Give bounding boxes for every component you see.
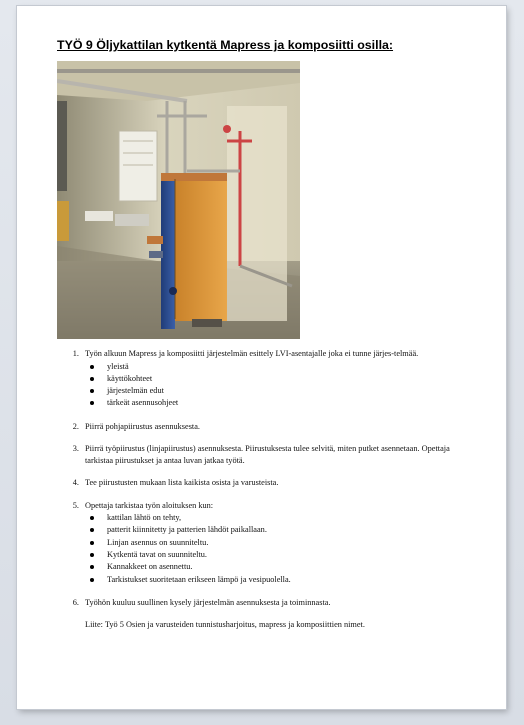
bullet-icon [90, 565, 94, 569]
item-text: Piirrä pohjapiirustus asennuksesta. [85, 421, 200, 431]
item-number: 3. [72, 444, 79, 454]
item-text: Opettaja tarkistaa työn aloituksen kun: [85, 500, 214, 510]
list-item [57, 597, 477, 609]
bullet-icon [90, 401, 94, 405]
sub-list-item: kattilan lähtö on tehty, [85, 512, 477, 524]
sub-list [85, 512, 477, 586]
bullet-icon [90, 553, 94, 557]
bullet-icon [90, 377, 94, 381]
document-page [17, 6, 506, 709]
sub-list-item: patterit kiinnitetty ja patterien lähdöt paikallaan. [85, 524, 477, 536]
sub-list-item: Tarkistukset suoritetaan erikseen lämpö ja vesipuolella. [85, 574, 477, 586]
item-text: Tee piirustusten mukaan lista kaikista osista ja varusteista. [85, 478, 279, 488]
list-item [57, 443, 477, 466]
item-text: Piirrä työpiirustus (linjapiirustus) asennuksesta. Piirustuksesta tulee selvitä, miten putket asennetaan. Opettaja tarkistaa piirustukset ja antaa luvan jatkaa työtä. [85, 444, 450, 465]
list-item [57, 421, 477, 433]
item-number: 5. [72, 500, 79, 510]
attachment-note: Liite: Työ 5 Osien ja varusteiden tunnistusharjoitus, mapress ja komposiittien nimet. [85, 620, 365, 630]
list-item [57, 348, 477, 410]
document-title: TYÖ 9 Öljykattilan kytkentä Mapress ja komposiitti osilla: [57, 38, 394, 52]
item-number: 4. [72, 478, 79, 488]
sub-list-item: järjestelmän edut [85, 385, 477, 397]
item-text: Työn alkuun Mapress ja komposiitti järjestelmän esittely LVI-asentajalle joka ei tunne järjes-telmää. [85, 349, 419, 358]
sub-list-item: Linjan asennus on suunniteltu. [85, 537, 477, 549]
item-number: 1. [72, 349, 79, 358]
bullet-icon [90, 578, 94, 582]
sub-list-item: Kannakkeet on asennettu. [85, 561, 477, 573]
sub-list-item: Kytkentä tavat on suunniteltu. [85, 549, 477, 561]
bullet-icon [90, 541, 94, 545]
bullet-icon [90, 516, 94, 520]
sub-list-item: tärkeät asennusohjeet [85, 397, 477, 409]
item-number: 2. [72, 421, 79, 431]
bullet-icon [90, 528, 94, 532]
sub-list [85, 361, 477, 410]
sub-list-item: käyttökohteet [85, 373, 477, 385]
bullet-icon [90, 389, 94, 393]
boiler-photo [57, 61, 300, 339]
list-item [57, 477, 477, 489]
item-text: Työhön kuuluu suullinen kysely järjestelmän asennuksesta ja toiminnasta. [85, 597, 331, 607]
sub-list-item: yleistä [85, 361, 477, 373]
list-item [57, 500, 477, 586]
bullet-icon [90, 365, 94, 369]
task-list [57, 348, 477, 631]
item-number: 6. [72, 597, 79, 607]
